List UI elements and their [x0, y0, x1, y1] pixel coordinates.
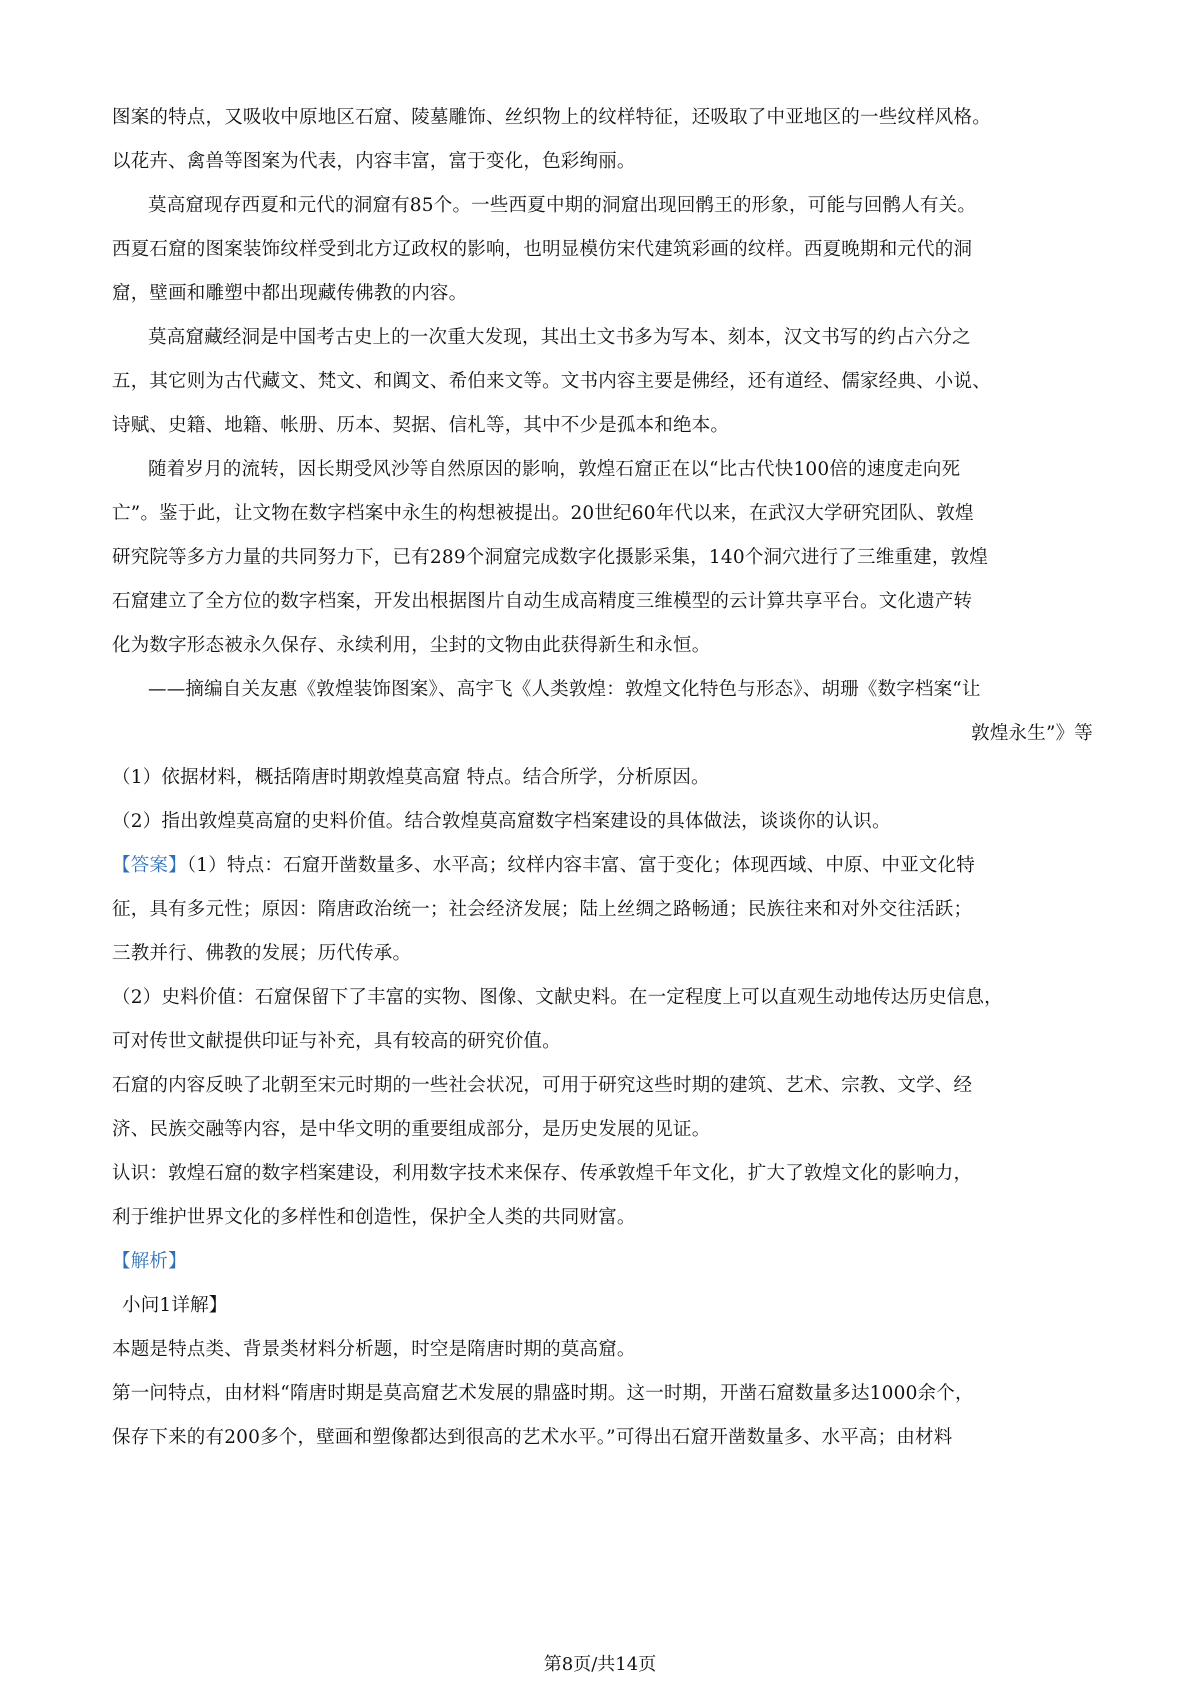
material-source-continued: 敦煌永生”》等	[971, 723, 1093, 744]
answer-line: 征，具有多元性；原因：隋唐政治统一；社会经济发展；陆上丝绸之路畅通；民族往来和对外交往活跃；	[112, 899, 973, 920]
material-line: 图案的特点，又吸收中原地区石窟、陵墓雕饰、丝织物上的纹样特征，还吸取了中亚地区的一些纹样风格。	[112, 107, 991, 128]
material-line: 窟，壁画和雕塑中都出现藏传佛教的内容。	[112, 283, 468, 304]
analysis-label: 【解析】	[112, 1251, 187, 1272]
answer-label: 【答案】	[112, 855, 187, 876]
material-line: 诗赋、史籍、地籍、帐册、历本、契据、信札等，其中不少是孤本和绝本。	[112, 415, 730, 436]
material-line: 亡”。鉴于此，让文物在数字档案中永生的构想被提出。20世纪60年代以来，在武汉大学研究团队、敦煌	[112, 503, 974, 524]
answer-line: 可对传世文献提供印证与补充，具有较高的研究价值。	[112, 1031, 561, 1052]
answer-first-line	[112, 844, 1097, 888]
answer-line: 利于维护世界文化的多样性和创造性，保护全人类的共同财富。	[112, 1207, 636, 1228]
answer-line: 认识：敦煌石窟的数字档案建设，利用数字技术来保存、传承敦煌千年文化，扩大了敦煌文化的影响力，	[112, 1163, 973, 1184]
question-2: （2）指出敦煌莫高窟的史料价值。结合敦煌莫高窟数字档案建设的具体做法，谈谈你的认识。	[112, 811, 891, 832]
material-line: 以花卉、禽兽等图案为代表，内容丰富，富于变化，色彩绚丽。	[112, 151, 636, 172]
material-paragraph-start: 随着岁月的流转，因长期受风沙等自然原因的影响，敦煌石窟正在以“比古代快100倍的速度走向死	[148, 459, 961, 480]
material-paragraph-start: 莫高窟现存西夏和元代的洞窟有85个。一些西夏中期的洞窟出现回鹘王的形象，可能与回鹘人有关。	[148, 195, 977, 216]
analysis-line: 第一问特点，由材料“隋唐时期是莫高窟艺术发展的鼎盛时期。这一时期，开凿石窟数量多达1000余个，	[112, 1383, 974, 1404]
material-source: ——摘编自关友惠《敦煌装饰图案》、高宇飞《人类敦煌：敦煌文化特色与形态》、胡珊《数字档案“让	[148, 679, 981, 700]
material-line: 西夏石窟的图案装饰纹样受到北方辽政权的影响，也明显模仿宋代建筑彩画的纹样。西夏晚期和元代的洞	[112, 239, 973, 260]
page-footer: 第8页/共14页	[543, 1654, 657, 1675]
page-content	[112, 96, 1097, 1460]
analysis-line: 本题是特点类、背景类材料分析题，时空是隋唐时期的莫高窟。	[112, 1339, 636, 1360]
analysis-line: 保存下来的有200多个，壁画和塑像都达到很高的艺术水平。”可得出石窟开凿数量多、水平高；由材料	[112, 1427, 953, 1448]
answer-line: 三教并行、佛教的发展；历代传承。	[112, 943, 412, 964]
material-line: 五，其它则为古代藏文、梵文、和阗文、希伯来文等。文书内容主要是佛经，还有道经、儒家经典、小说、	[112, 371, 991, 392]
material-line: 化为数字形态被永久保存、永续利用，尘封的文物由此获得新生和永恒。	[112, 635, 711, 656]
answer-text: （1）特点：石窟开凿数量多、水平高；纹样内容丰富、富于变化；体现西域、中原、中亚文化特	[186, 855, 975, 876]
analysis-heading	[112, 1240, 1097, 1284]
answer-line: 济、民族交融等内容，是中华文明的重要组成部分，是历史发展的见证。	[112, 1119, 711, 1140]
answer-line: 石窟的内容反映了北朝至宋元时期的一些社会状况，可用于研究这些时期的建筑、艺术、宗教、文学、经	[112, 1075, 973, 1096]
answer-line: （2）史料价值：石窟保留下了丰富的实物、图像、文献史料。在一定程度上可以直观生动地传达历史信息，	[112, 987, 1003, 1008]
material-line: 石窟建立了全方位的数字档案，开发出根据图片自动生成高精度三维模型的云计算共享平台。文化遗产转	[112, 591, 973, 612]
analysis-subheading: 小问1详解】	[122, 1295, 228, 1316]
material-line: 研究院等多方力量的共同努力下，已有289个洞窟完成数字化摄影采集，140个洞穴进行了三维重建，敦煌	[112, 547, 988, 568]
material-paragraph-start: 莫高窟藏经洞是中国考古史上的一次重大发现，其出土文书多为写本、刻本，汉文书写的约占六分之	[148, 327, 971, 348]
question-1: （1）依据材料，概括隋唐时期敦煌莫高窟 特点。结合所学，分析原因。	[112, 767, 710, 788]
